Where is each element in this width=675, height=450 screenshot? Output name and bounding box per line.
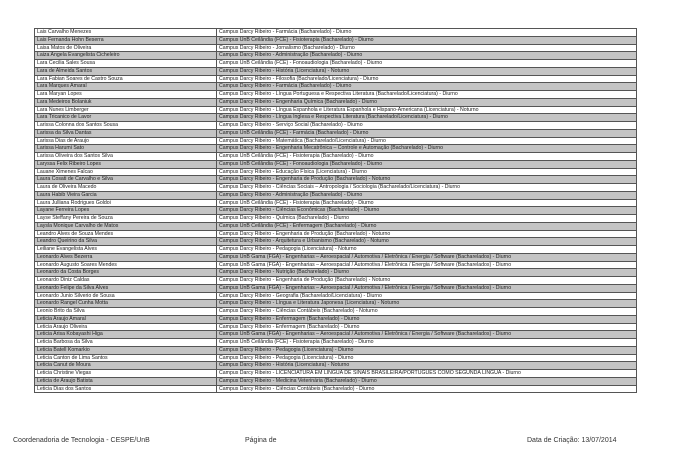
candidate-name: Leticia Arisa Kobayashi Higa xyxy=(35,331,217,338)
table-row xyxy=(35,122,636,130)
table-row xyxy=(35,269,636,277)
course-info: Campus Darcy Ribeiro - Ciências Contábeis (Bacharelado) - Diurno xyxy=(219,385,375,392)
table-row xyxy=(35,176,636,184)
candidate-name: Laura Cosati de Carvalho e Silva xyxy=(35,176,217,183)
candidate-name: Leticia de Araujo Batista xyxy=(35,378,217,385)
course-info: Campus Darcy Ribeiro - Enfermagem (Bacharelado) - Diurno xyxy=(219,323,360,330)
course-info: Campus Darcy Ribeiro - Arquitetura e Urbanismo (Bacharelado) - Noturno xyxy=(219,238,389,245)
table-row xyxy=(35,347,636,355)
course-info: Campus Darcy Ribeiro - Língua Inglesa e Respectiva Literatura (Bacharelado/Licenciatura) - Diurno xyxy=(219,114,448,121)
course-info: Campus Darcy Ribeiro - Matemática (Bacharelado/Licenciatura) - Diurno xyxy=(219,137,386,144)
table-row xyxy=(35,68,636,76)
course-info: Campus UnB Ceilândia (FCE) - Fonoaudiologia (Bacharelado) - Diurno xyxy=(219,60,383,66)
table-row xyxy=(35,200,636,208)
course-info: Campus Darcy Ribeiro - Nutrição (Bacharelado) - Diurno xyxy=(219,269,350,276)
course-info: Campus UnB Gama (FGA) - Engenharias – Aeroespacial / Automotiva / Eletrônica / Energia / Software (Bacharelados) - Diurno xyxy=(219,253,512,260)
course-info: Campus Darcy Ribeiro - Geografia (Bacharelado/Licenciatura) - Diurno xyxy=(219,292,382,299)
table-row xyxy=(35,52,636,60)
candidate-name: Laiza Angela Evangelista Cicheleiro xyxy=(35,52,217,59)
candidate-name: Leonardo Alves Bezerra xyxy=(35,254,217,261)
table-row xyxy=(35,114,636,122)
course-info: Campus Darcy Ribeiro - Jornalismo (Bacharelado) - Diurno xyxy=(219,44,355,51)
candidate-name: Leonardo Felipe da Silva Alves xyxy=(35,285,217,292)
candidate-name: Lara Maryan Lopes xyxy=(35,91,217,98)
table-row xyxy=(35,184,636,192)
candidate-name: Leiliane Evangelista Alves xyxy=(35,246,217,253)
candidate-name: Laura de Oliveira Macedo xyxy=(35,184,217,191)
table-row xyxy=(35,192,636,200)
course-info: Campus Darcy Ribeiro - Pedagogia (Licenciatura) - Diurno xyxy=(219,346,354,353)
table-row xyxy=(35,339,636,347)
course-info: Campus Darcy Ribeiro - Língua e Literatura Japonesa (Licenciatura) - Noturno xyxy=(219,300,400,307)
candidate-name: Lauane Ximenes Falcao xyxy=(35,169,217,176)
candidate-name: Laysla Monique Carvalho de Matos xyxy=(35,223,217,230)
table-row xyxy=(35,37,636,45)
candidate-name: Leticia Barbosa da Silva xyxy=(35,339,217,346)
course-info: Campus UnB Ceilândia (FCE) - Fisioterapia (Bacharelado) - Diurno xyxy=(219,36,374,43)
course-info: Campus UnB Gama (FGA) - Engenharias – Aeroespacial / Automotiva / Eletrônica / Energia / Software (Bacharelados) - Diurno xyxy=(219,284,512,291)
table-row xyxy=(35,285,636,293)
table-row xyxy=(35,76,636,84)
course-info: Campus UnB Ceilândia (FCE) - Fisioterapia (Bacharelado) - Diurno xyxy=(219,153,374,159)
table-row xyxy=(35,331,636,339)
course-info: Campus Darcy Ribeiro - Ciências Sociais – Antropologia / Sociologia (Bacharelado/Licenciatura) - Diurno xyxy=(219,184,461,190)
course-info: Campus Darcy Ribeiro - História (Licenciatura) - Noturno xyxy=(219,362,350,369)
table-row xyxy=(35,231,636,239)
course-info: Campus UnB Ceilândia (FCE) - Fonoaudiologia (Bacharelado) - Diurno xyxy=(219,160,383,167)
candidate-name: Layane Ferreira Lopes xyxy=(35,207,217,214)
course-info: Campus Darcy Ribeiro - História (Licenciatura) - Noturno xyxy=(219,67,350,74)
candidate-name: Leticia Batell Komarkio xyxy=(35,347,217,354)
candidate-name: Laryssa Felix Ribeiro Lopes xyxy=(35,161,217,168)
candidate-name: Leandro Queirino da Silva xyxy=(35,238,217,245)
table-row xyxy=(35,277,636,285)
course-info: Campus Darcy Ribeiro - Administração (Bacharelado) - Diurno xyxy=(219,52,363,59)
table-row xyxy=(35,293,636,301)
course-info: Campus Darcy Ribeiro - Engenharia Mecatrônica – Controle e Automação (Bacharelado) - Diurno xyxy=(219,145,444,152)
candidate-name: Lara Marques Amaral xyxy=(35,83,217,90)
candidate-name: Lara Nunes Limberger xyxy=(35,107,217,114)
candidate-name: Leticia Dias dos Santos xyxy=(35,386,217,393)
course-info: Campus Darcy Ribeiro - Engenharia Química (Bacharelado) - Diurno xyxy=(219,98,377,105)
course-info: Campus Darcy Ribeiro - Engenharia de Produção (Bacharelado) - Noturno xyxy=(219,230,391,237)
course-info: Campus UnB Gama (FGA) - Engenharias – Aeroespacial / Automotiva / Eletrônica / Energia / Software (Bacharelados) - Diurno xyxy=(219,261,512,268)
course-info: Campus Darcy Ribeiro - Farmácia (Bacharelado) - Diurno xyxy=(219,83,352,90)
candidate-name: Leticia Araujo Oliveira xyxy=(35,324,217,331)
table-row xyxy=(35,300,636,308)
table-row xyxy=(35,83,636,91)
table-row xyxy=(35,107,636,115)
candidate-name: Lara Medeiros Bolaniuk xyxy=(35,99,217,106)
candidate-name: Laura Julliana Rodrigues Goldoi xyxy=(35,200,217,207)
candidate-name: Leandro Alves de Souza Mendes xyxy=(35,231,217,238)
candidate-name: Leonio Brito da Silva xyxy=(35,308,217,315)
table-row xyxy=(35,215,636,223)
candidate-name: Laisa Matos de Oliveira xyxy=(35,45,217,52)
table-row xyxy=(35,91,636,99)
table-row xyxy=(35,153,636,161)
course-info: Campus UnB Gama (FGA) - Engenharias – Aeroespacial / Automotiva / Eletrônica / Energia / Software (Bacharelados) - Diurno xyxy=(219,331,512,338)
table-row xyxy=(35,355,636,363)
candidate-name: Larissa Harumi Sato xyxy=(35,145,217,152)
candidate-name: Leticia Canton de Lima Santos xyxy=(35,355,217,362)
course-info: Campus Darcy Ribeiro - Enfermagem (Bacharelado) - Diurno xyxy=(219,315,360,322)
table-row xyxy=(35,246,636,254)
course-info: Campus UnB Ceilândia (FCE) - Enfermagem (Bacharelado) - Diurno xyxy=(219,222,377,229)
table-row xyxy=(35,316,636,324)
candidate-name: Leticia Christine Viegas xyxy=(35,370,217,377)
candidate-name: Lais Carvalho Menezes xyxy=(35,29,217,36)
candidate-name: Lara Tricanico de Lavor xyxy=(35,114,217,121)
candidate-name: Larissa Dias de Araujo xyxy=(35,138,217,145)
course-info: Campus Darcy Ribeiro - Engenharia de Produção (Bacharelado) - Noturno xyxy=(219,277,391,283)
course-info: Campus Darcy Ribeiro - Ciências Econômicas (Bacharelado) - Diurno xyxy=(219,207,380,214)
candidate-name: Leonardo Rangel Cunha Motta xyxy=(35,300,217,307)
table-row xyxy=(35,138,636,146)
course-info: Campus UnB Ceilândia (FCE) - Fisioterapia (Bacharelado) - Diurno xyxy=(219,339,374,345)
table-row xyxy=(35,145,636,153)
candidate-name: Leticia Araujo Amaral xyxy=(35,316,217,323)
candidate-name: Leonardo Augusto Soares Mendes xyxy=(35,262,217,269)
course-info: Campus Darcy Ribeiro - LICENCIATURA EM LÍNGUA DE SINAIS BRASILEIRA/PORTUGUÊS COMO SEGUNDA LÍNGUA - Diurno xyxy=(219,370,521,376)
course-info: Campus Darcy Ribeiro - Administração (Bacharelado) - Diurno xyxy=(219,191,363,198)
candidate-name: Lara Fabian Soares de Castro Souza xyxy=(35,76,217,83)
candidate-name: Leonardo Junio Silverio de Sousa xyxy=(35,293,217,300)
course-info: Campus Darcy Ribeiro - Língua Portuguesa e Respectiva Literatura (Bacharelado/Licenciatura) - Diurno xyxy=(219,91,458,97)
table-row xyxy=(35,161,636,169)
course-info: Campus Darcy Ribeiro - Ciências Contábeis (Bacharelado) - Noturno xyxy=(219,308,378,314)
candidate-name: Leonardo Diniz Caldas xyxy=(35,277,217,284)
footer-organization: Coordenadoria de Tecnologia - CESPE/UnB xyxy=(13,437,150,444)
course-info: Campus Darcy Ribeiro - Farmácia (Bacharelado) - Diurno xyxy=(219,29,352,35)
table-row xyxy=(35,262,636,270)
course-info: Campus Darcy Ribeiro - Filosofia (Bacharelado/Licenciatura) - Diurno xyxy=(219,75,379,82)
candidate-name: Laura Habib Vieira Garcia xyxy=(35,192,217,199)
table-row xyxy=(35,238,636,246)
candidate-name: Larissa Colonna dos Santos Sousa xyxy=(35,122,217,129)
table-row xyxy=(35,99,636,107)
course-info: Campus Darcy Ribeiro - Engenharia de Produção (Bacharelado) - Noturno xyxy=(219,176,391,183)
table-row xyxy=(35,308,636,316)
candidate-name: Lais Fernanda Hohn Beserra xyxy=(35,37,217,44)
table-row xyxy=(35,60,636,68)
footer-creation-date: Data de Criação: 13/07/2014 xyxy=(527,437,617,444)
table-row xyxy=(35,207,636,215)
table-row xyxy=(35,130,636,138)
table-row xyxy=(35,254,636,262)
table-row xyxy=(35,324,636,332)
table-row xyxy=(35,29,636,37)
course-info: Campus UnB Ceilândia (FCE) - Fisioterapia (Bacharelado) - Diurno xyxy=(219,199,374,206)
course-info: Campus Darcy Ribeiro - Língua Espanhola e Literatura Espanhola e Hispano-Americana (Licenciatura) - Noturno xyxy=(219,106,479,113)
course-info: Campus Darcy Ribeiro - Medicina Veterinária (Bacharelado) - Diurno xyxy=(219,377,377,384)
course-info: Campus Darcy Ribeiro - Química (Bacharelado) - Diurno xyxy=(219,215,350,221)
course-info: Campus Darcy Ribeiro - Pedagogia (Licenciatura) - Diurno xyxy=(219,354,354,361)
course-info: Campus Darcy Ribeiro - Pedagogia (Licenciatura) - Noturno xyxy=(219,246,357,252)
candidate-name: Lara Cecilia Sales Sousa xyxy=(35,60,217,67)
course-info: Campus UnB Ceilândia (FCE) - Farmácia (Bacharelado) - Diurno xyxy=(219,129,369,136)
table-row xyxy=(35,45,636,53)
table-row xyxy=(35,223,636,231)
candidate-name: Leticia Canut de Moura xyxy=(35,362,217,369)
candidate-name: Layse Steffany Pereira de Souza xyxy=(35,215,217,222)
table-row xyxy=(35,362,636,370)
course-info: Campus Darcy Ribeiro - Serviço Social (Bacharelado) - Diurno xyxy=(219,122,363,128)
course-info: Campus Darcy Ribeiro - Educação Física (Licenciatura) - Diurno xyxy=(219,168,367,175)
table-row xyxy=(35,378,636,386)
candidate-name: Leonardo da Costa Borges xyxy=(35,269,217,276)
candidate-name: Larissa Oliveira dos Santos Silva xyxy=(35,153,217,160)
table-row xyxy=(35,370,636,378)
footer-page-number: Página de xyxy=(245,437,277,444)
results-table xyxy=(34,28,637,393)
table-row xyxy=(35,169,636,177)
candidate-name: Larissa da Silva Dantas xyxy=(35,130,217,137)
table-row xyxy=(35,386,636,394)
candidate-name: Lara de Almeida Santos xyxy=(35,68,217,75)
